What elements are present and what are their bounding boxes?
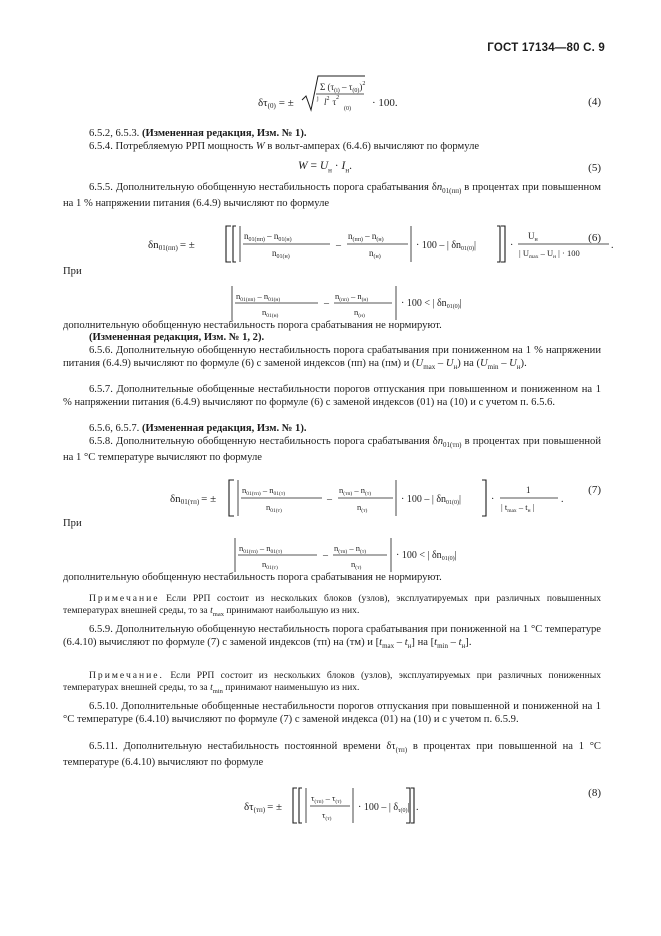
paragraph-6-5-6: 6.5.6. Дополнительную обобщенную нестабильность порога срабатывания при пониженном на 1 % напряжении питания (6.4.9) вычисляют по формуле (6) с заменой индексов (пп) на (пм) и $(U_{max} - U_н)$ на $(U_{min} - U_н)$. — [63, 345, 601, 371]
svg-text:·: · — [491, 494, 495, 505]
svg-text:Uн: $U_н$ — [528, 231, 538, 243]
svg-text:| Umax – Uн | · 100: | $U_{max} - U_н$ | · 100 — [519, 248, 580, 260]
svg-text:| tmax – tн |: | $t_{max} - t_н$ | — [501, 502, 535, 514]
svg-text:n(т): $n_{(т)}$ — [357, 502, 368, 514]
svg-text:n(пп) – n(н): $n_{(пп)} - n_{(н)}$ — [348, 231, 384, 243]
paragraph-6-5-8: 6.5.8. Дополнительную обобщенную нестабильность порога срабатывания $\delta n_{01(тп)}$ в процентах при повышенной на 1 °С температуре вычисляют по формуле — [63, 436, 602, 463]
revision-note-1-2: (Измененная редакция, Изм. № 1, 2). — [89, 332, 265, 343]
formula-number: (7) — [588, 484, 601, 496]
note-2: Примечание. Если РРП состоит из нескольких блоков (узлов), эксплуатируемых при различных пониженных температурах внешней среды, то за $t_{min}$ принимают наименьшую из них. — [63, 670, 601, 695]
svg-text:n(тп) – n(т): $n_{(тп)} - n_{(т)}$ — [334, 543, 367, 555]
svg-text:· 100 – | δn01(0)|: · 100 – | $\delta n_{01(0)}|$ — [416, 240, 477, 252]
svg-text:–: – — [327, 494, 332, 505]
svg-text:n01(н): $n_{01(н)}$ — [262, 307, 279, 319]
svg-text:n01(т): $n_{01(т)}$ — [266, 502, 282, 514]
paragraph-6-5-2: 6.5.2, 6.5.3. (Измененная редакция, Изм. № 1). — [89, 128, 307, 139]
formula-8 — [0, 785, 661, 825]
svg-text:δn01(тп)= ±: δn01(тп) = ± — [170, 493, 217, 506]
svg-text:–: – — [336, 240, 341, 251]
paragraph-6-5-10: 6.5.10. Дополнительные обобщенные нестабильности порогов отпускания при повышенной и пониженной на 1 °С температуре (6.4.10) вычисляют по формуле (7) с заменой индекса (01) на (10) и с учетом п. 6.5.9. — [63, 701, 601, 725]
formula-6 — [0, 222, 661, 264]
formula-number: (6) — [588, 232, 601, 244]
svg-text:.: . — [416, 802, 419, 813]
condition-7 — [0, 536, 661, 576]
formula-4 — [0, 72, 661, 112]
svg-text:n01(н): $n_{01(н)}$ — [272, 248, 290, 260]
svg-text:n01(пп) – n01(н): $n_{01(пп)} - n_{01(н)}$ — [244, 231, 292, 243]
svg-text:· 100.: · 100. — [372, 97, 398, 109]
formula-number: (8) — [588, 787, 601, 799]
svg-text:· 100 – | δτ(0)|: · 100 – | $\delta_{\tau(0)}|$ — [358, 802, 410, 814]
svg-text:n(н): $n_{(н)}$ — [369, 248, 381, 260]
svg-text:τ(т): $\tau_{(т)}$ — [322, 810, 332, 822]
svg-text:· 100 < | δn01(0)|: · 100 < | $\delta n_{01(0)}|$ — [396, 550, 457, 562]
condition-6 — [0, 284, 661, 324]
paragraph-6-5-7: 6.5.7. Дополнительные обобщенные нестабильности порогов отпускания при повышенном и пониженном на 1 % напряжении питания (6.4.9) вычисляют по формуле (6) с заменой индексов (01) на (10) и с учетом п. 6.5.6. — [63, 384, 601, 408]
svg-text:n01(тп) – n01(т): $n_{01(тп)} - n_{01(т)}$ — [242, 485, 286, 497]
pri-label-1: При — [63, 266, 82, 277]
svg-text:j: j — [317, 96, 319, 102]
svg-text:n01(тп) – n01(т): $n_{01(тп)} - n_{01(т)}$ — [239, 543, 283, 555]
svg-text:δτ(0)= ±: δτ(0) = ± — [258, 97, 294, 110]
svg-text:l2τ2: $l^2$ $\tau^2$ — [324, 95, 340, 107]
formula-number: (4) — [588, 96, 601, 108]
page-header: ГОСТ 17134—80 С. 9 — [487, 42, 605, 54]
paragraph-6-5-4: 6.5.4. Потребляемую РРП мощность W в вольт-амперах (6.4.6) вычисляют по формуле — [89, 141, 480, 152]
svg-text:n01(пп) – n01(н): $n_{01(пп)} - n_{01(н)}$ — [236, 291, 281, 303]
svg-text:n(н): $n_{(н)}$ — [354, 307, 365, 319]
svg-text:· 100 – | δn01(0)|: · 100 – | $\delta n_{01(0)}|$ — [401, 494, 462, 506]
paragraph-6-5-6-6-5-7: 6.5.6, 6.5.7. (Измененная редакция, Изм. № 1). — [89, 423, 307, 434]
formula-number: (5) — [588, 162, 601, 174]
svg-text:.: . — [561, 494, 564, 505]
note-1: Примечание Если РРП состоит из нескольких блоков (узлов), эксплуатируемых при различных повышенных температурах внешней среды, то за $t_{max}$ принимают наибольшую из них. — [63, 593, 601, 618]
svg-text:.: . — [611, 240, 614, 251]
paragraph-6-5-11: 6.5.11. Дополнительную нестабильность постоянной времени $\delta\tau_{(тп)}$ в процентах при повышенной на 1 °С температуре (6.4.10) вычисляют по формуле — [63, 741, 602, 768]
svg-text:τ(тп) – τ(т): $\tau_{(тп)} - \tau_{(т)}$ — [311, 793, 342, 805]
paragraph-6-5-5: 6.5.5. Дополнительную обобщенную нестабильность порога срабатывания $\delta n_{01(пп)}$ в процентах при повышенном на 1 % напряжении питания (6.4.9) вычисляют по формуле — [63, 182, 601, 209]
svg-text:δτ(тп)= ±: δτ(тп) = ± — [244, 801, 283, 814]
svg-text:n(т): $n_{(т)}$ — [351, 559, 362, 571]
svg-text:·: · — [510, 240, 514, 251]
svg-text:Σ (τ(i) – τ(0))2: Σ $(\tau_{(i)} - \tau_{(0)})^2$ — [320, 81, 366, 94]
svg-text:· 100 < | δn01(0)|: · 100 < | $\delta n_{01(0)}|$ — [401, 298, 462, 310]
svg-text:–: – — [324, 298, 329, 309]
paragraph-not-normalized-1: дополнительную обобщенную нестабильность порога срабатывания не нормируют. — [63, 320, 442, 331]
formula-7 — [0, 478, 661, 520]
paragraph-not-normalized-2: дополнительную обобщенную нестабильность порога срабатывания не нормируют. — [63, 572, 442, 583]
svg-text:(0): (0) — [344, 106, 351, 112]
svg-text:n(пп) – n(н): $n_{(пп)} - n_{(н)}$ — [335, 291, 369, 303]
formula-5: $W = U_н \cdot I_н$. (5) — [298, 160, 601, 175]
pri-label-2: При — [63, 518, 82, 529]
svg-text:–: – — [323, 550, 328, 561]
svg-text:n01(т): $n_{01(т)}$ — [262, 559, 278, 571]
svg-text:1: 1 — [526, 485, 531, 495]
svg-text:n(тп) – n(т): $n_{(тп)} - n_{(т)}$ — [339, 485, 372, 497]
paragraph-6-5-9: 6.5.9. Дополнительную обобщенную нестабильность порога срабатывания при пониженной на 1 °С температуре (6.4.10) вычисляют по формуле (7) с заменой индексов (тп) на (тм) и $[t_{max} - t_н]$ на $[t_{min} - t_н]$. — [63, 624, 601, 650]
svg-text:δn01(пп)= ±: δn01(пп) = ± — [148, 239, 195, 252]
